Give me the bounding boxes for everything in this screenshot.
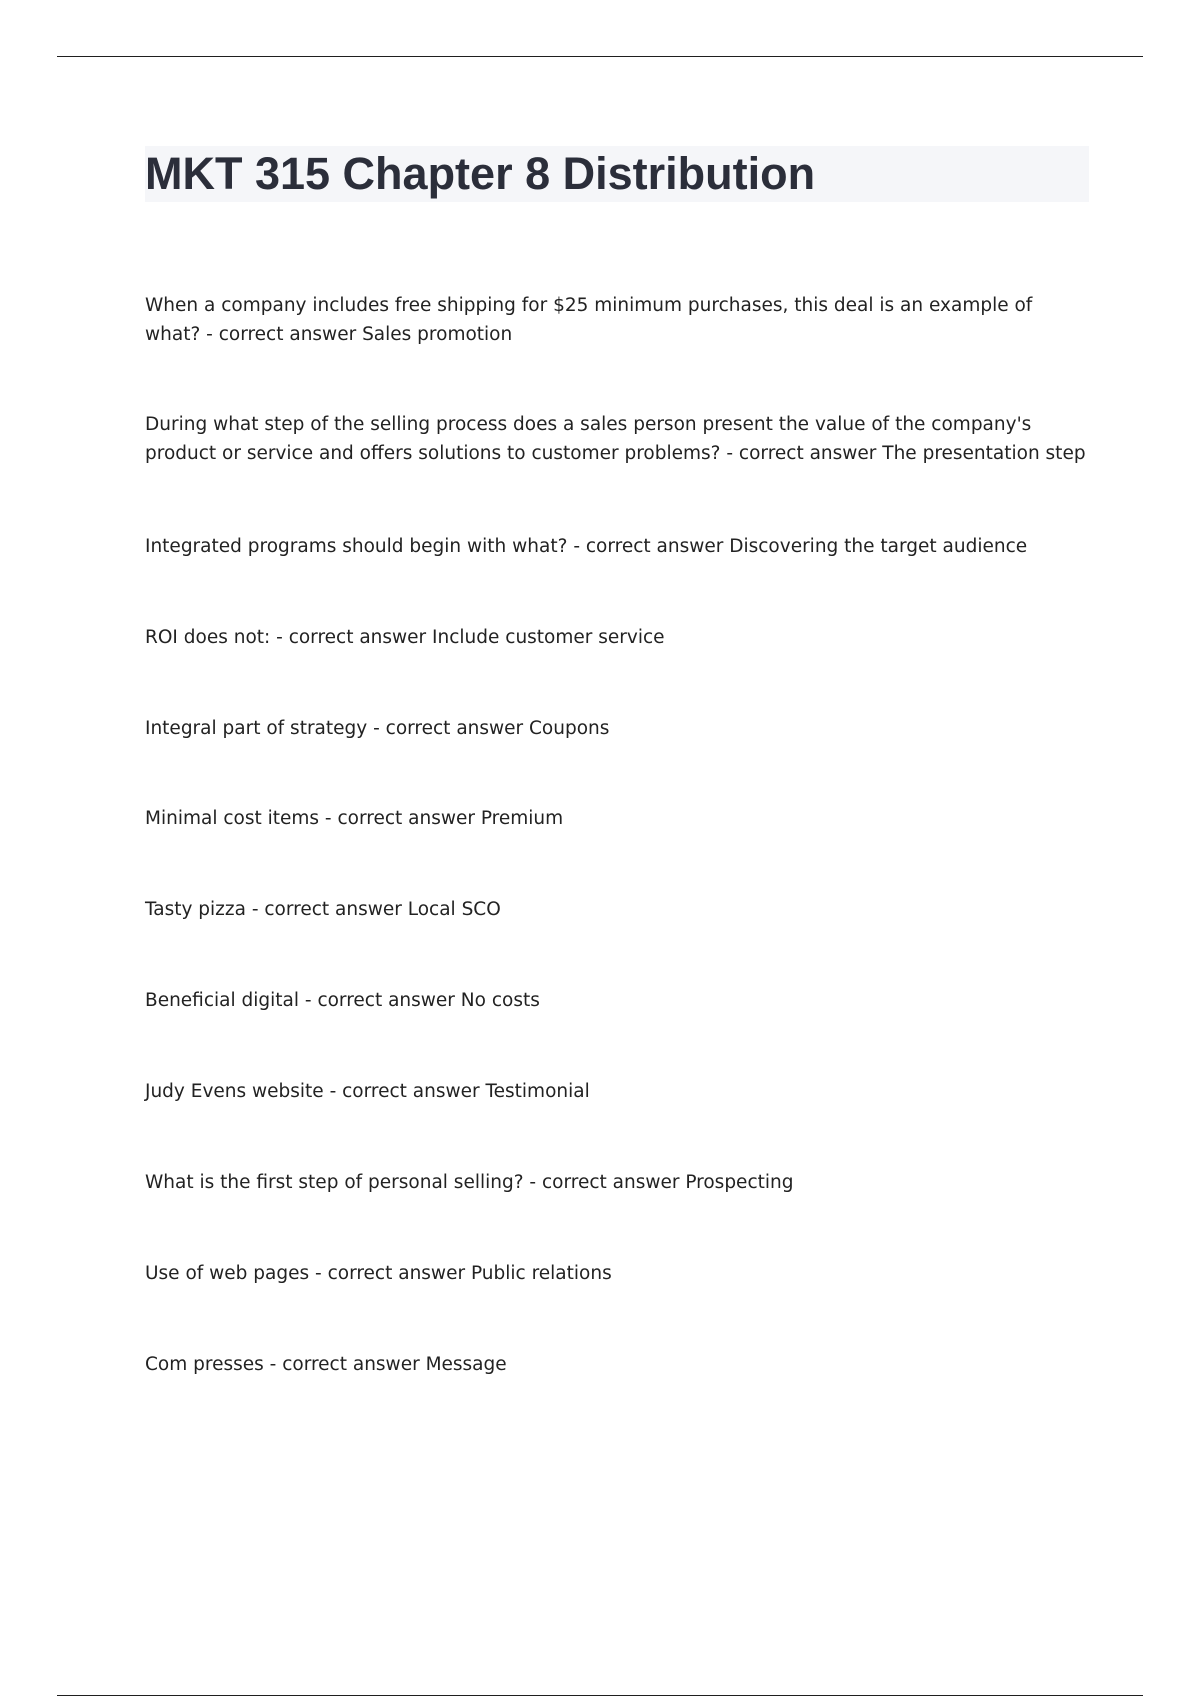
answer-text: Testimonial [485, 1081, 590, 1102]
answer-text: Include customer service [432, 627, 665, 648]
answer-label: correct answer [218, 324, 363, 345]
answer-separator: - [200, 324, 219, 345]
bottom-rule [57, 1695, 1143, 1696]
qa-item [145, 714, 1089, 743]
answer-separator: - [270, 627, 289, 648]
answer-separator: - [263, 1354, 283, 1375]
question-text: Com presses [145, 1354, 264, 1375]
answer-label: correct answer [541, 1172, 686, 1193]
answer-text: Prospecting [685, 1172, 794, 1193]
qa-item [145, 895, 1089, 924]
question-text: Minimal cost items [145, 808, 320, 829]
answer-separator: - [309, 1263, 328, 1284]
qa-item [145, 1350, 1089, 1379]
answer-label: correct answer [337, 808, 481, 829]
qa-item [145, 1077, 1089, 1106]
answer-separator: - [523, 1172, 542, 1193]
answer-label: correct answer [385, 718, 530, 739]
answer-label: correct answer [585, 536, 730, 557]
answer-label: correct answer [282, 1354, 426, 1375]
answer-separator: - [567, 536, 586, 557]
answer-label: correct answer [327, 1263, 471, 1284]
qa-item [145, 1259, 1089, 1288]
answer-label: correct answer [288, 627, 433, 648]
answer-separator: - [319, 808, 338, 829]
answer-text: Message [425, 1354, 507, 1375]
answer-label: correct answer [342, 1081, 486, 1102]
answer-text: Local SCO [407, 899, 501, 920]
question-text: During what step of the selling process does a sales person present the value of the company's product or service and offers solutions to customer problems? [145, 414, 1032, 464]
answer-text: Public relations [470, 1263, 612, 1284]
answer-text: Sales promotion [362, 324, 513, 345]
qa-item [145, 623, 1089, 652]
answer-text: Discovering the target audience [729, 536, 1028, 557]
answer-separator: - [299, 990, 318, 1011]
answer-separator: - [323, 1081, 343, 1102]
answer-text: Coupons [529, 718, 610, 739]
answer-separator: - [245, 899, 265, 920]
question-text: Judy Evens website [145, 1081, 324, 1102]
question-text: When a company includes free shipping for $25 minimum purchases, this deal is an example of what? [145, 295, 1033, 345]
question-text: Integrated programs should begin with what? [145, 536, 568, 557]
question-text: Beneficial digital [145, 990, 299, 1011]
question-text: Integral part of strategy [145, 718, 368, 739]
qa-item [145, 1168, 1089, 1197]
qa-item [145, 291, 1089, 349]
question-text: Tasty pizza [145, 899, 246, 920]
answer-separator: - [367, 718, 386, 739]
qa-item [145, 804, 1089, 833]
qa-item [145, 410, 1089, 468]
answer-text: Premium [480, 808, 564, 829]
qa-item [145, 986, 1089, 1015]
answer-label: correct answer [738, 443, 883, 464]
answer-separator: - [720, 443, 739, 464]
answer-text: The presentation step [882, 443, 1086, 464]
top-rule [57, 56, 1143, 57]
answer-label: correct answer [317, 990, 461, 1011]
qa-item [145, 532, 1089, 561]
question-text: ROI does not: [145, 627, 271, 648]
page-title: MKT 315 Chapter 8 Distribution [145, 148, 816, 199]
answer-text: No costs [460, 990, 540, 1011]
answer-label: correct answer [264, 899, 408, 920]
question-text: What is the first step of personal selling? [145, 1172, 524, 1193]
question-text: Use of web pages [145, 1263, 310, 1284]
